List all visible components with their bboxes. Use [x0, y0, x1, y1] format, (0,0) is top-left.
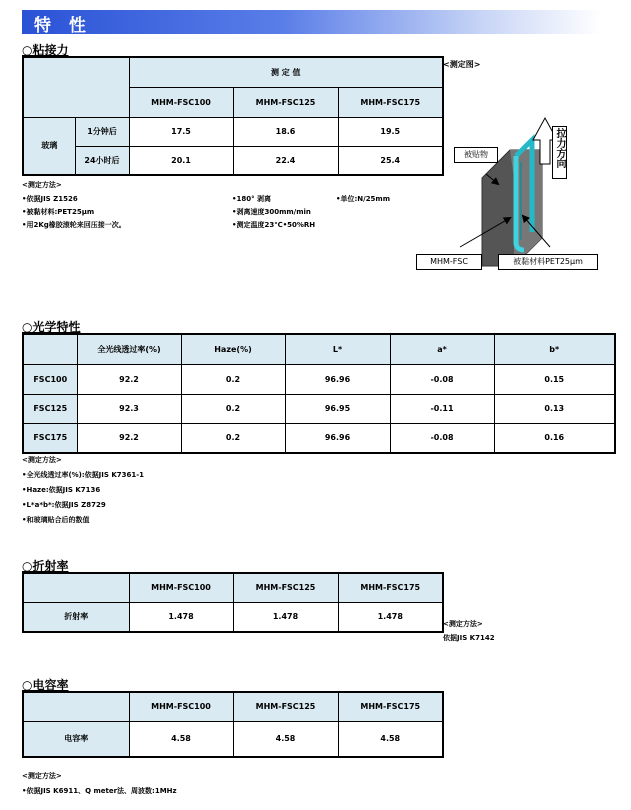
adhesion-method-title: <测定方法>	[22, 181, 62, 189]
optical-table	[22, 333, 616, 454]
optical-value: 92.2	[77, 423, 181, 453]
refractive-product-header: MHM-FSC175	[338, 573, 443, 602]
peel-test-svg	[420, 100, 630, 275]
adhesion-product-header: MHM-FSC125	[233, 87, 338, 117]
adhesion-measured-header: 测 定 值	[129, 57, 443, 87]
pull-direction-text: 拉力方向	[554, 128, 565, 168]
dielectric-product-header: MHM-FSC175	[338, 692, 443, 721]
optical-note: •全光线透过率(%):依据JIS K7361-1	[22, 471, 145, 479]
adhesion-note: •180° 剥离	[232, 195, 272, 203]
optical-column-header: b*	[494, 334, 615, 364]
adhesion-value: 19.5	[338, 117, 443, 146]
dielectric-heading: ○电容率	[22, 678, 69, 692]
dielectric-product-header: MHM-FSC125	[233, 692, 338, 721]
refractive-method: 依据JIS K7142	[443, 634, 495, 642]
optical-note: •Haze:依据JIS K7136	[22, 486, 101, 494]
optical-note: •L*a*b*:依据JIS Z8729	[22, 501, 106, 509]
optical-row-label: FSC175	[23, 423, 77, 453]
pull-direction-label	[552, 126, 567, 179]
adhesion-note: •测定温度23℃•50%RH	[232, 221, 316, 229]
title-bar	[22, 10, 602, 34]
adhesion-value: 20.1	[129, 146, 233, 175]
substrate-label: 被黏材料PET25μm	[498, 254, 598, 270]
refractive-value: 1.478	[338, 602, 443, 632]
optical-column-header: a*	[390, 334, 494, 364]
dielectric-corner-cell	[23, 692, 129, 721]
adherend-label: 被贴物	[454, 147, 498, 163]
refractive-product-header: MHM-FSC100	[129, 573, 233, 602]
optical-row-label: FSC100	[23, 364, 77, 394]
dielectric-value: 4.58	[338, 721, 443, 757]
optical-row-label: FSC125	[23, 394, 77, 423]
adhesion-heading: ○粘接力	[22, 43, 69, 57]
dielectric-value: 4.58	[233, 721, 338, 757]
diagram-title: <测定图>	[443, 60, 481, 69]
adhesion-value: 22.4	[233, 146, 338, 175]
optical-value: 0.16	[494, 423, 615, 453]
refractive-value: 1.478	[233, 602, 338, 632]
adhesion-corner-cell	[23, 57, 129, 117]
optical-value: 96.95	[285, 394, 390, 423]
adhesion-note: •剥离速度300mm/min	[232, 208, 311, 216]
adhesion-table	[22, 56, 444, 176]
optical-note: •和玻璃贴合后的数值	[22, 516, 90, 524]
adhesion-value: 17.5	[129, 117, 233, 146]
adhesion-product-header: MHM-FSC175	[338, 87, 443, 117]
dielectric-value: 4.58	[129, 721, 233, 757]
optical-heading: ○光学特性	[22, 320, 81, 334]
optical-value: 0.2	[181, 423, 285, 453]
adhesion-row-group: 玻璃	[23, 117, 75, 175]
adhesion-note: •单位:N/25mm	[336, 195, 391, 203]
optical-column-header: L*	[285, 334, 390, 364]
adhesion-note: •依据JIS Z1526	[22, 195, 78, 203]
optical-method-title: <测定方法>	[22, 456, 62, 464]
refractive-row-label: 折射率	[23, 602, 129, 632]
dielectric-product-header: MHM-FSC100	[129, 692, 233, 721]
refractive-table	[22, 572, 444, 633]
refractive-heading: ○折射率	[22, 559, 69, 573]
measurement-diagram	[420, 100, 630, 275]
optical-value: 0.15	[494, 364, 615, 394]
tape-label: MHM-FSC	[416, 254, 482, 270]
optical-value: 92.3	[77, 394, 181, 423]
optical-value: 92.2	[77, 364, 181, 394]
optical-value: -0.08	[390, 364, 494, 394]
optical-value: -0.08	[390, 423, 494, 453]
optical-value: 0.13	[494, 394, 615, 423]
optical-value: 96.96	[285, 423, 390, 453]
adhesion-value: 25.4	[338, 146, 443, 175]
optical-value: 0.2	[181, 364, 285, 394]
dielectric-method-title: <测定方法>	[22, 772, 62, 780]
adhesion-note: •被黏材料:PET25μm	[22, 208, 95, 216]
adhesion-row-label: 24小时后	[75, 146, 129, 175]
optical-corner-cell	[23, 334, 77, 364]
adhesion-product-header: MHM-FSC100	[129, 87, 233, 117]
optical-value: -0.11	[390, 394, 494, 423]
optical-column-header: 全光线透过率(%)	[77, 334, 181, 364]
refractive-product-header: MHM-FSC125	[233, 573, 338, 602]
optical-value: 0.2	[181, 394, 285, 423]
optical-column-header: Haze(%)	[181, 334, 285, 364]
adhesion-note: •用2Kg橡胶滚轮来回压接一次。	[22, 221, 126, 229]
adhesion-value: 18.6	[233, 117, 338, 146]
refractive-value: 1.478	[129, 602, 233, 632]
page-title: 特 性	[34, 16, 92, 36]
dielectric-table	[22, 691, 444, 758]
refractive-corner-cell	[23, 573, 129, 602]
refractive-method-title: <测定方法>	[443, 620, 483, 628]
optical-value: 96.96	[285, 364, 390, 394]
dielectric-row-label: 电容率	[23, 721, 129, 757]
dielectric-note: •依据JIS K6911、Q meter法、周波数:1MHz	[22, 787, 177, 795]
adhesion-row-label: 1分钟后	[75, 117, 129, 146]
